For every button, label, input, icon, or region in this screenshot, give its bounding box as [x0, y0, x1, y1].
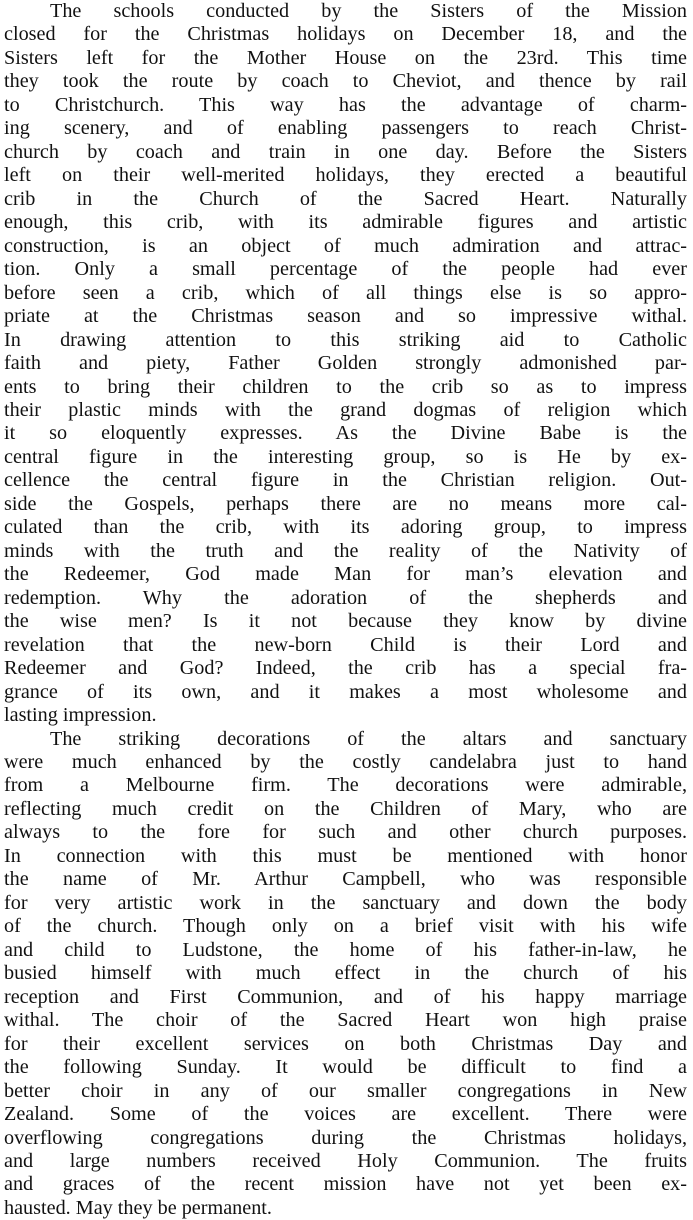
text-line: faith and piety, Father Golden strongly admonished par- [4, 352, 687, 375]
text-line: before seen a crib, which of all things else is so appro- [4, 281, 687, 304]
text-line: and child to Ludstone, the home of his father-in-law, he [4, 938, 687, 961]
text-line: closed for the Christmas holidays on December 18, and the [4, 23, 687, 46]
text-line: for their excellent services on both Christmas Day and [4, 1032, 687, 1055]
text-line: and graces of the recent mission have not yet been ex- [4, 1173, 687, 1196]
text-line: the following Sunday. It would be difficult to find a [4, 1056, 687, 1079]
text-line: were much enhanced by the costly candelabra just to hand [4, 751, 687, 773]
text-line: In connection with this must be mentioned with honor [4, 844, 687, 867]
text-line: Redeemer and God? Indeed, the crib has a special fra- [4, 657, 687, 680]
text-line: cellence the central figure in the Christian religion. Out- [4, 469, 687, 492]
text-line: Zealand. Some of the voices are excellent. There were [4, 1103, 687, 1126]
text-line: central figure in the interesting group, so is He by ex- [4, 445, 687, 468]
text-line: withal. The choir of the Sacred Heart won high praise [4, 1009, 687, 1032]
text-line: hausted. May they be permanent. [4, 1196, 272, 1219]
text-line: the Redeemer, God made Man for man’s elevation and [4, 563, 687, 586]
text-line: better choir in any of our smaller congregations in New [4, 1079, 687, 1102]
paragraph-decorations [4, 728, 687, 1220]
text-line: from a Melbourne firm. The decorations were admirable, [4, 774, 687, 797]
text-line: reception and First Communion, and of his happy marriage [4, 985, 687, 1008]
text-line: The striking decorations of the altars and sanctuary [50, 727, 687, 750]
text-line: church by coach and train in one day. Before the Sisters [4, 140, 687, 163]
text-line: lasting impression. [4, 704, 157, 727]
text-line: left on their well-merited holidays, they erected a beautiful [4, 164, 687, 187]
text-line: revelation that the new-born Child is their Lord and [4, 633, 687, 656]
text-line: tion. Only a small percentage of the people had ever [4, 258, 687, 281]
text-line: The schools conducted by the Sisters of the Mission [50, 0, 687, 22]
text-line: culated than the crib, with its adoring group, to impress [4, 516, 687, 539]
text-line: In drawing attention to this striking aid to Catholic [4, 328, 687, 351]
text-line: for very artistic work in the sanctuary and down the body [4, 891, 687, 914]
text-line: their plastic minds with the grand dogmas of religion which [4, 398, 687, 421]
text-line: construction, is an object of much admiration and attrac- [4, 234, 687, 257]
text-line: of the church. Though only on a brief visit with his wife [4, 915, 687, 938]
text-line: reflecting much credit on the Children of Mary, who are [4, 797, 687, 820]
text-line: ents to bring their children to the crib so as to impress [4, 375, 687, 398]
text-line: crib in the Church of the Sacred Heart. Naturally [4, 187, 687, 210]
article-body [4, 0, 687, 1220]
text-line: grance of its own, and it makes a most wholesome and [4, 680, 687, 703]
text-line: minds with the truth and the reality of the Nativity of [4, 539, 687, 562]
text-line: Sisters left for the Mother House on the 23rd. This time [4, 46, 687, 69]
text-line: and large numbers received Holy Communion. The fruits [4, 1149, 687, 1172]
text-line: to Christchurch. This way has the advantage of charm- [4, 93, 687, 116]
text-line: priate at the Christmas season and so impressive withal. [4, 305, 687, 328]
text-line: busied himself with much effect in the church of his [4, 962, 687, 985]
text-line: overflowing congregations during the Christmas holidays, [4, 1126, 687, 1149]
text-line: redemption. Why the adoration of the shepherds and [4, 586, 687, 609]
text-line: they took the route by coach to Cheviot, and thence by rail [4, 70, 687, 93]
text-line: side the Gospels, perhaps there are no means more cal- [4, 492, 687, 515]
text-line: it so eloquently expresses. As the Divine Babe is the [4, 422, 687, 445]
text-line: enough, this crib, with its admirable figures and artistic [4, 211, 687, 234]
text-line: the name of Mr. Arthur Campbell, who was responsible [4, 868, 687, 891]
paragraph-crib [4, 0, 687, 728]
text-line: always to the fore for such and other church purposes. [4, 821, 687, 844]
text-line: ing scenery, and of enabling passengers to reach Christ- [4, 117, 687, 140]
text-line: the wise men? Is it not because they know by divine [4, 610, 687, 633]
